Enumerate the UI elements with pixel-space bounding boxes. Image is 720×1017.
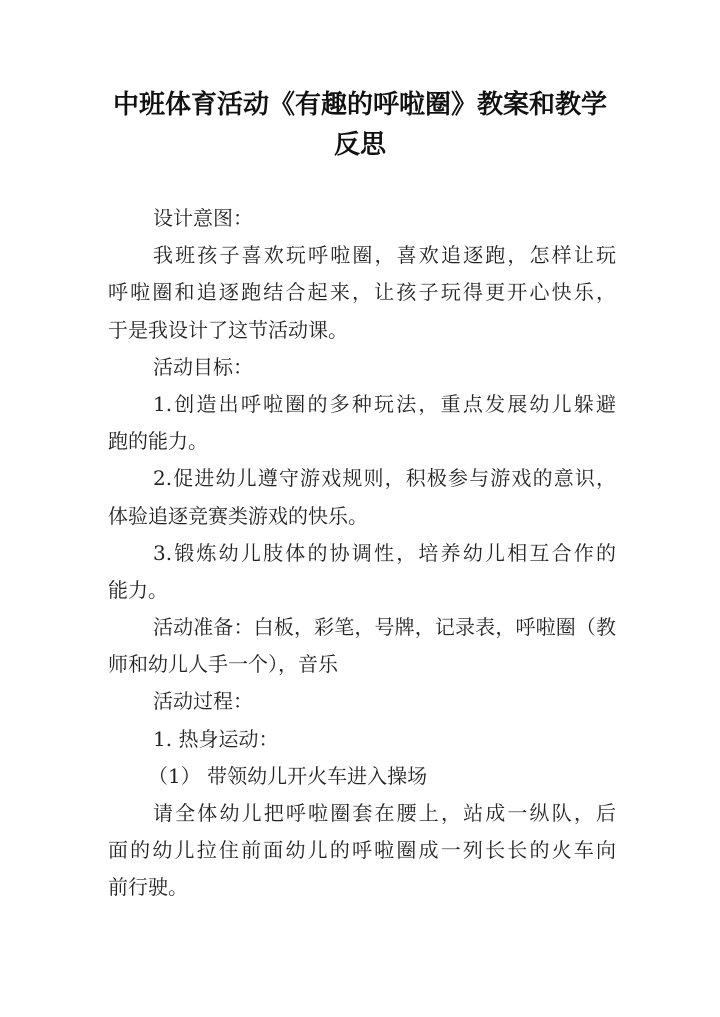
paragraph-line: 呼啦圈和追逐跑结合起来，让孩子玩得更开心快乐， bbox=[108, 280, 616, 305]
process-paragraph-line: 面的幼儿拉住前面幼儿的呼啦圈成一列长长的火车向 bbox=[108, 838, 616, 863]
preparation-line: 活动准备：白板，彩笔，号牌，记录表，呼啦圈（教 bbox=[153, 615, 616, 640]
document-title-line-1: 中班体育活动《有趣的呼啦圈》教案和教学 bbox=[112, 90, 607, 120]
section-heading-process: 活动过程： bbox=[153, 689, 253, 714]
process-paragraph-line: 前行驶。 bbox=[108, 875, 188, 900]
section-heading-goals: 活动目标： bbox=[153, 354, 253, 379]
preparation-line: 师和幼儿人手一个），音乐 bbox=[108, 652, 338, 677]
process-paragraph-line: 请全体幼儿把呼啦圈套在腰上，站成一纵队，后 bbox=[153, 801, 616, 825]
paragraph-line: 我班孩子喜欢玩呼啦圈，喜欢追逐跑，怎样让玩 bbox=[153, 243, 616, 268]
section-heading-design-intent: 设计意图： bbox=[153, 206, 253, 230]
goal-2-line: 2.促进幼儿遵守游戏规则，积极参与游戏的意识， bbox=[153, 466, 616, 491]
document-body bbox=[108, 200, 616, 907]
paragraph-line: 于是我设计了这节活动课。 bbox=[108, 317, 348, 342]
goal-3-line: 3.锻炼幼儿肢体的协调性，培养幼儿相互合作的 bbox=[153, 540, 616, 565]
document-title-line-2: 反思 bbox=[333, 130, 386, 160]
goal-2-line: 体验追逐竞赛类游戏的快乐。 bbox=[108, 503, 368, 528]
process-substep-1: （1） 带领幼儿开火车进入操场 bbox=[148, 763, 428, 788]
goal-1-line: 跑的能力。 bbox=[108, 429, 208, 454]
goal-3-line: 能力。 bbox=[108, 577, 168, 602]
process-step-1: 1. 热身运动： bbox=[153, 726, 279, 751]
goal-1-line: 1.创造出呼啦圈的多种玩法，重点发展幼儿躲避 bbox=[153, 391, 616, 416]
